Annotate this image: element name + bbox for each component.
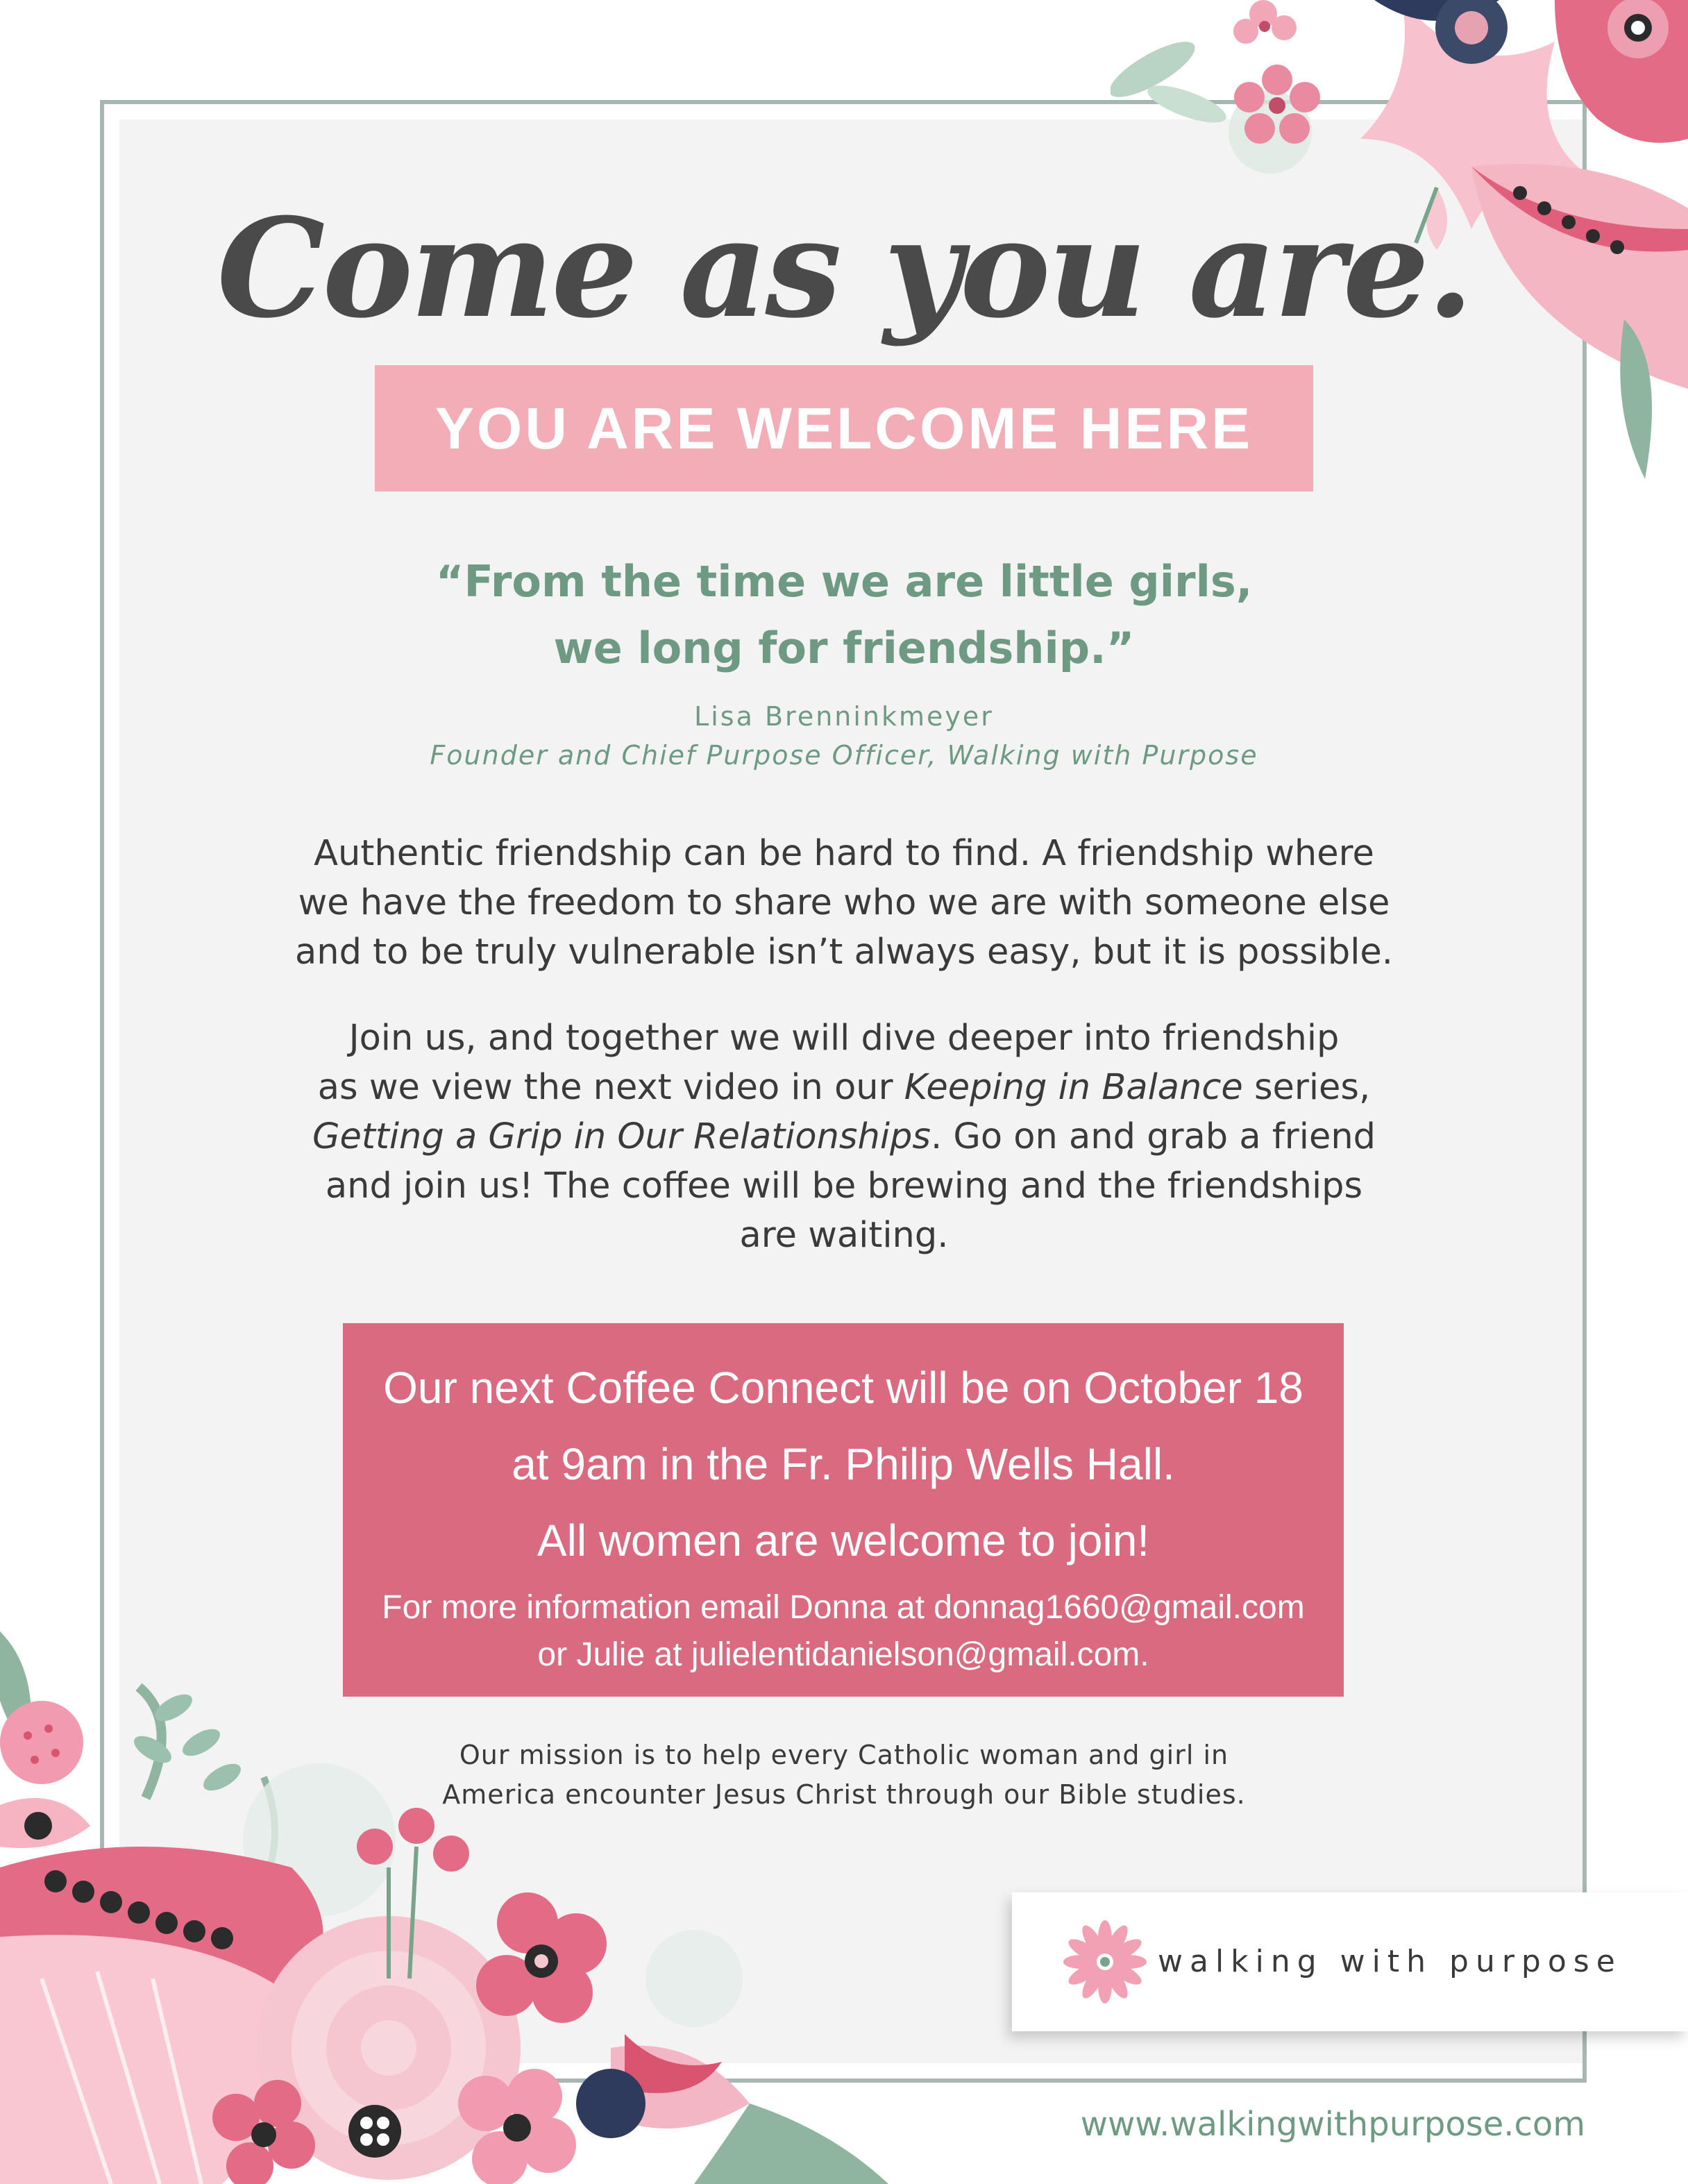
friendship-quote xyxy=(0,548,1688,682)
mission-statement xyxy=(0,1736,1688,1815)
brand-name: walking with purpose xyxy=(1158,1944,1622,1979)
intro-line-3: and to be truly vulnerable isn’t always easy, but it is possible. xyxy=(295,932,1393,973)
invitation-paragraph xyxy=(264,1014,1424,1260)
invite-line-2-end: series, xyxy=(1242,1067,1371,1108)
contact-line-2: or Julie at julielentidanielson@gmail.com. xyxy=(537,1636,1149,1673)
quote-line-2: we long for friendship.” xyxy=(553,623,1135,673)
mission-line-2: America encounter Jesus Christ through our Bible studies. xyxy=(442,1779,1246,1810)
floral-decoration-bottom-left xyxy=(0,1618,930,2184)
event-details-box xyxy=(343,1323,1344,1697)
event-contact-info xyxy=(343,1584,1344,1679)
invite-line-2 xyxy=(264,1063,1424,1112)
intro-line-1: Authentic friendship can be hard to find. A friendship where xyxy=(314,833,1374,874)
invite-line-3 xyxy=(264,1112,1424,1161)
pink-daisy-logo-icon xyxy=(1061,1917,1149,2006)
welcome-banner-text: YOU ARE WELCOME HERE xyxy=(434,395,1254,461)
event-announcement xyxy=(343,1350,1344,1579)
invite-line-4: and join us! The coffee will be brewing and the friendships xyxy=(325,1166,1363,1207)
invite-line-2-start: as we view the next video in our xyxy=(317,1067,904,1108)
event-line-2: at 9am in the Fr. Philip Wells Hall. xyxy=(512,1439,1175,1489)
intro-paragraph xyxy=(264,829,1424,977)
video-title: Getting a Grip in Our Relationships xyxy=(312,1116,931,1157)
quote-line-1: “From the time we are little girls, xyxy=(435,556,1253,607)
quote-author: Lisa Brenninkmeyer xyxy=(694,701,994,732)
website-url[interactable]: www.walkingwithpurpose.com xyxy=(1080,2105,1585,2144)
invite-line-1: Join us, and together we will dive deeper into friendship xyxy=(348,1018,1340,1059)
brand-card xyxy=(1012,1892,1688,2031)
invite-line-5: are waiting. xyxy=(739,1215,949,1256)
invite-line-3-end: . Go on and grab a friend xyxy=(930,1116,1376,1157)
mission-line-1: Our mission is to help every Catholic woman and girl in xyxy=(459,1740,1229,1770)
welcome-banner xyxy=(375,365,1313,492)
intro-line-2: we have the freedom to share who we are with someone else xyxy=(298,882,1390,923)
headline: Come as you are. xyxy=(217,189,1471,348)
quote-author-title: Founder and Chief Purpose Officer, Walking with Purpose xyxy=(430,740,1258,771)
event-line-3: All women are welcome to join! xyxy=(537,1515,1150,1565)
series-name: Keeping in Balance xyxy=(904,1067,1243,1108)
event-line-1: Our next Coffee Connect will be on October 18 xyxy=(383,1363,1303,1413)
contact-line-1: For more information email Donna at donnag1660@gmail.com xyxy=(382,1589,1305,1626)
